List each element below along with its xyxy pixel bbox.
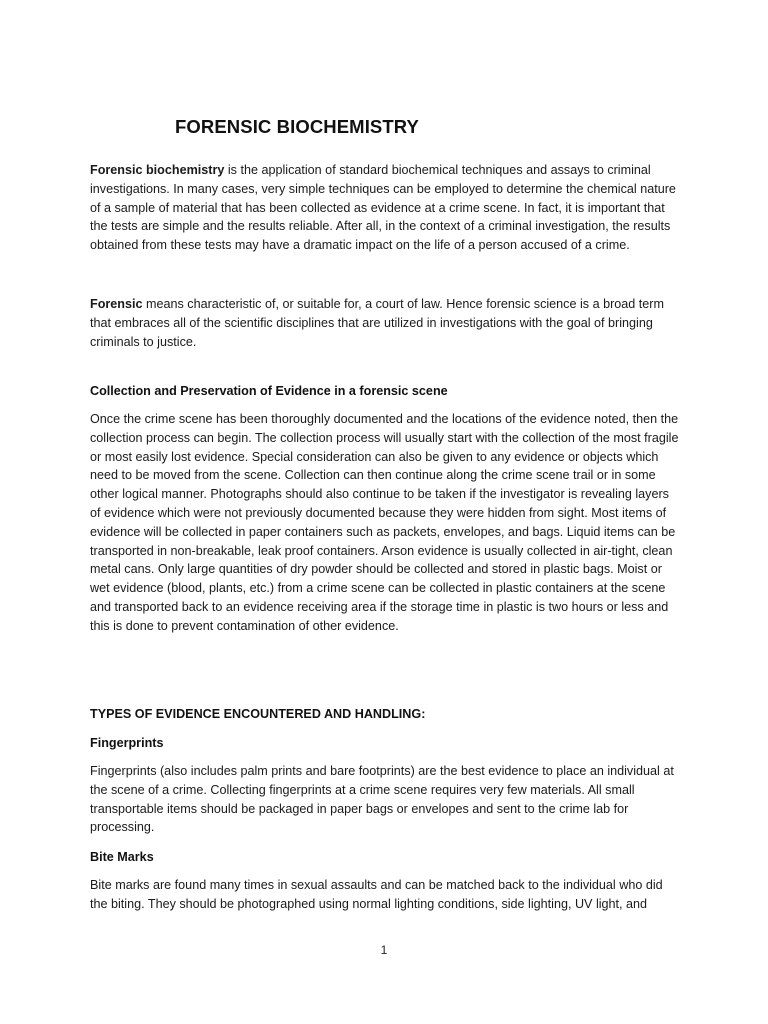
document-title: FORENSIC BIOCHEMISTRY: [175, 116, 419, 137]
intro-text: is the application of standard biochemical techniques and assays to criminal investigations. In many cases, very simple techniques can be employed to determine the chemical nature of a sample of material that has been collected as evidence at a crime scene. In fact, it is important that the tests are simple and the results reliable. After all, in the context of a criminal investigation, the results obtained from these tests may have a dramatic impact on the life of a person accused of a crime.: [90, 163, 676, 253]
collection-heading: Collection and Preservation of Evidence in a forensic scene: [90, 384, 448, 398]
definition-paragraph: [90, 295, 680, 351]
types-heading: TYPES OF EVIDENCE ENCOUNTERED AND HANDLING:: [90, 707, 426, 721]
bitemarks-heading: Bite Marks: [90, 850, 154, 864]
page-number: 1: [380, 943, 388, 957]
intro-paragraph: [90, 161, 680, 255]
fingerprints-heading: Fingerprints: [90, 736, 164, 750]
fingerprints-paragraph: Fingerprints (also includes palm prints and bare footprints) are the best evidence to place an individual at the scene of a crime. Collecting fingerprints at a crime scene requires very few materials. All small transportable items should be packaged in paper bags or envelopes and sent to the crime lab for processing.: [90, 764, 674, 835]
definition-term: Forensic: [90, 297, 143, 311]
intro-term: Forensic biochemistry: [90, 163, 225, 177]
definition-text: means characteristic of, or suitable for, a court of law. Hence forensic science is a broad term that embraces all of the scientific disciplines that are utilized in investigations with the goal of bringing criminals to justice.: [90, 297, 664, 349]
bitemarks-paragraph: Bite marks are found many times in sexual assaults and can be matched back to the individual who did the biting. They should be photographed using normal lighting conditions, side lighting, UV light, and: [90, 878, 663, 911]
collection-paragraph: Once the crime scene has been thoroughly documented and the locations of the evidence noted, then the collection process can begin. The collection process will usually start with the collection of the most fragile or most easily lost evidence. Special consideration can also be given to any evidence or objects which need to be moved from the scene. Collection can then continue along the crime scene trail or in some other logical manner. Photographs should also continue to be taken if the investigator is revealing layers of evidence which were not previously documented because they were hidden from sight. Most items of evidence will be collected in paper containers such as packets, envelopes, and bags. Liquid items can be transported in non-breakable, leak proof containers. Arson evidence is usually collected in air-tight, clean metal cans. Only large quantities of dry powder should be collected and stored in plastic bags. Moist or wet evidence (blood, plants, etc.) from a crime scene can be collected in plastic containers at the scene and transported back to an evidence receiving area if the storage time in plastic is two hours or less and this is done to prevent contamination of other evidence.: [90, 412, 679, 633]
